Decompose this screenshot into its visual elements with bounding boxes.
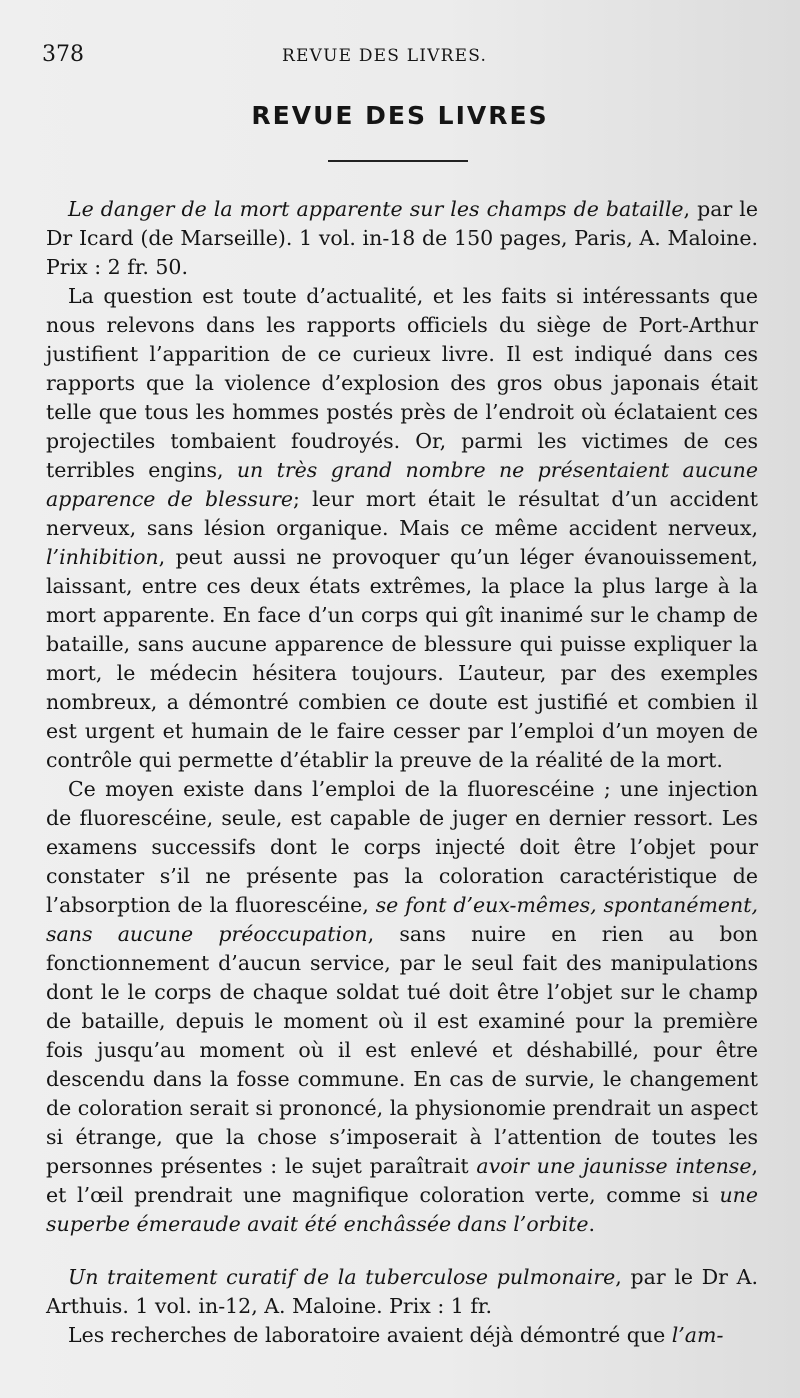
review-icard xyxy=(46,195,758,1239)
review-paragraph xyxy=(46,282,758,775)
emphasis-text: une superbe émeraude avait été enchâssée dans l’orbite xyxy=(46,1183,758,1236)
book-title: Le danger de la mort apparente sur les champs de bataille xyxy=(68,197,684,221)
emphasis-text: se font d’eux-mêmes, spontanément, sans aucune préoccupation xyxy=(46,893,758,946)
running-head: REVUE DES LIVRES. xyxy=(282,46,488,66)
review-paragraph xyxy=(46,775,758,1239)
paragraph-text: Les recherches de laboratoire avaient déjà démontré que xyxy=(68,1323,672,1347)
paragraph-text: , sans nuire en rien au bon fonctionnement d’aucun service, par le seul fait des manipulations dont le le corps de chaque soldat tué doit être l’objet sur le champ de bataille, depuis le moment où il est examiné pour la première fois jusqu’au moment où il est enlevé et déshabillé, pour être descendu dans la fosse commune. En cas de survie, le changement de coloration serait si prononcé, la physionomie prendrait un aspect si étrange, que la chose s’imposerait à l’attention de toutes les personnes présentes : le sujet paraîtrait xyxy=(46,922,759,1178)
citation-details: , par le Dr Icard (de Marseille). 1 vol. in-18 de 150 pages, Paris, A. Maloine. Prix : 2 fr. 50. xyxy=(46,197,758,279)
book-title: Un traitement curatif de la tuberculose pulmonaire xyxy=(68,1265,616,1289)
emphasis-text: un très grand nombre ne présentaient aucune apparence de blessure xyxy=(46,458,758,511)
emphasis-text: l’am- xyxy=(671,1323,724,1347)
paragraph-text: ; leur mort était le résultat d’un accident nerveux, sans lésion organique. Mais ce même accident nerveux, xyxy=(46,487,758,540)
review-citation xyxy=(46,1263,758,1321)
paragraph-text: . xyxy=(588,1212,596,1236)
review-paragraph xyxy=(46,1321,758,1350)
paragraph-text: , peut aussi ne provoquer qu’un léger évanouissement, laissant, entre ces deux états extrêmes, la place la plus large à la mort apparente. En face d’un corps qui gît inanimé sur le champ de bataille, sans aucune apparence de blessure qui puisse expliquer la mort, le médecin hésitera toujours. L’auteur, par des exemples nombreux, a démontré combien ce doute est justifié et combien il est urgent et humain de le faire cesser par l’emploi d’un moyen de contrôle qui permette d’établir la preuve de la réalité de la mort. xyxy=(46,545,758,772)
review-citation xyxy=(46,195,758,282)
paragraph-text: , et l’œil prendrait une magnifique coloration verte, comme si xyxy=(46,1154,758,1207)
emphasis-text: avoir une jaunisse intense xyxy=(476,1154,752,1178)
review-arthuis xyxy=(46,1263,758,1350)
section-title: REVUE DES LIVRES xyxy=(251,101,549,130)
page-header xyxy=(42,42,760,72)
paragraph-text: Ce moyen existe dans l’emploi de la fluorescéine ; une injection de fluorescéine, seule, est capable de juger en dernier ressort. Les examens successifs dont le corps injecté doit être l’objet pour constater s’il ne présente pas la coloration caractéristique de l’absorption de la fluorescéine, xyxy=(46,777,758,917)
paragraph-text: La question est toute d’actualité, et les faits si intéressants que nous relevons dans les rapports officiels du siège de Port-Arthur justifient l’apparition de ce curieux livre. Il est indiqué dans ces rapports que la violence d’explosion des gros obus japonais était telle que tous les hommes postés près de l’endroit où éclataient ces projectiles tombaient foudroyés. Or, parmi les victimes de ces terribles engins, xyxy=(46,284,758,482)
emphasis-text: l’inhibition xyxy=(46,545,159,569)
citation-details: , par le Dr A. Arthuis. 1 vol. in-12, A. Maloine. Prix : 1 fr. xyxy=(46,1265,758,1318)
title-rule xyxy=(328,160,468,162)
page-number: 378 xyxy=(42,42,84,67)
